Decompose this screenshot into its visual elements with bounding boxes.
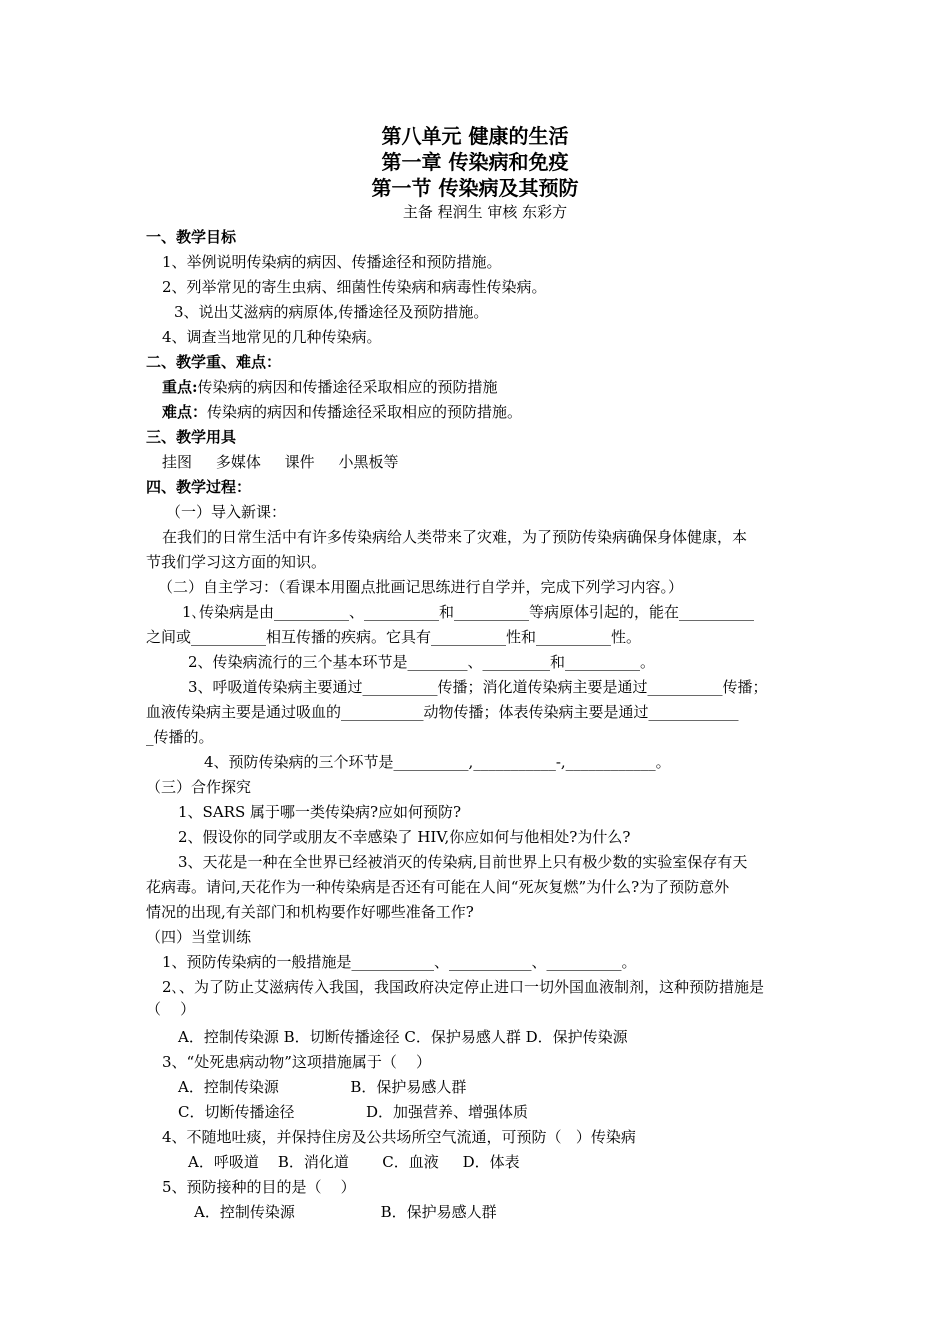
- practice-line: 1、预防传染病的一般措施是___________、___________、__________。: [162, 953, 637, 971]
- difficult-point-line: [162, 402, 522, 422]
- self-study-line: 1､传染病是由__________、__________和__________等病原体引起的，能在__________: [182, 603, 755, 621]
- practice-options: C．切断传播途径 D．加强营养、增强体质: [178, 1103, 529, 1121]
- self-study-line: 3、呼吸道传染病主要通过__________传播；消化道传染病主要是通过__________传播；: [188, 678, 768, 696]
- objectives-heading: 一、教学目标: [146, 228, 237, 246]
- tools-heading: 三、教学用具: [146, 428, 237, 446]
- self-study-line: _传播的。: [146, 728, 214, 746]
- self-study-line: 血液传染病主要是通过吸血的___________动物传播；体表传染病主要是通过____________: [146, 703, 739, 721]
- key-point-label: 重点:: [162, 378, 198, 396]
- practice-line: 3、“处死患病动物”这项措施属于（ ）: [162, 1053, 431, 1071]
- intro-paragraph-line: 节我们学习这方面的知识。: [146, 553, 327, 571]
- self-study-line: 4、预防传染病的三个环节是__________,___________-,____________。: [204, 753, 671, 771]
- explore-question: 1、SARS 属于哪一类传染病?应如何预防?: [178, 803, 462, 821]
- practice-options: A．控制传染源 B．保护易感人群: [194, 1203, 497, 1221]
- unit-title: 第八单元 健康的生活: [381, 124, 569, 148]
- self-study-line: 之间或__________相互传播的疾病。它具有__________性和__________性。: [146, 628, 642, 646]
- practice-line: 2､、为了防止艾滋病传入我国，我国政府决定停止进口一切外国血液制剂，这种预防措施是: [162, 978, 765, 996]
- practice-options: A．控制传染源 B．切断传播途径 C．保护易感人群 D．保护传染源: [178, 1028, 628, 1046]
- authors-line: 主备 程润生 审核 东彩方: [402, 203, 568, 221]
- key-points-heading: 二、教学重、难点：: [146, 353, 282, 371]
- explore-question: 情况的出现,有关部门和机构要作好哪些准备工作?: [146, 903, 474, 921]
- process-heading: 四、教学过程：: [146, 478, 252, 496]
- explore-question: 2、假设你的同学或朋友不幸感染了 HIV,你应如何与他相处?为什么?: [178, 828, 631, 846]
- practice-line: （ ）: [146, 1000, 196, 1018]
- objective-item: 4、调查当地常见的几种传染病。: [162, 328, 382, 346]
- key-point-text: 传染病的病因和传播途径采取相应的预防措施: [197, 378, 498, 396]
- objective-item: 1、举例说明传染病的病因、传播途径和预防措施。: [162, 253, 502, 271]
- practice-line: 5、预防接种的目的是（ ）: [162, 1178, 356, 1196]
- intro-heading: （一）导入新课：: [166, 503, 287, 521]
- explore-heading: （三）合作探究: [146, 778, 252, 796]
- intro-paragraph-line: 在我们的日常生活中有许多传染病给人类带来了灾难，为了预防传染病确保身体健康，本: [162, 528, 748, 546]
- difficult-point-text: 传染病的病因和传播途径采取相应的预防措施。: [207, 403, 523, 421]
- self-study-line: 2、传染病流行的三个基本环节是________、_________和__________。: [188, 653, 656, 671]
- explore-question: 3、天花是一种在全世界已经被消灭的传染病,目前世界上只有极少数的实验室保存有天: [178, 853, 748, 871]
- section-title: 第一节 传染病及其预防: [371, 176, 579, 200]
- objective-item: 2、列举常见的寄生虫病、细菌性传染病和病毒性传染病。: [162, 278, 547, 296]
- practice-line: 4、不随地吐痰，并保持住房及公共场所空气流通，可预防（ ）传染病: [162, 1128, 636, 1146]
- practice-options: A．控制传染源 B．保护易感人群: [178, 1078, 467, 1096]
- practice-options: A．呼吸道 B．消化道 C．血液 D．体表: [188, 1153, 520, 1171]
- tools-list: 挂图 多媒体 课件 小黑板等: [162, 453, 399, 471]
- chapter-title: 第一章 传染病和免疫: [381, 150, 569, 174]
- explore-question: 花病毒。请问,天花作为一种传染病是否还有可能在人间“死灰复燃”为什么?为了预防意外: [146, 878, 730, 896]
- self-study-heading: （二）自主学习：（看课本用圈点批画记思练进行自学并，完成下列学习内容。）: [158, 578, 684, 596]
- key-point-line: [162, 377, 498, 397]
- objective-item: 3、说出艾滋病的病原体,传播途径及预防措施。: [174, 303, 489, 321]
- difficult-point-label: 难点：: [162, 403, 208, 421]
- practice-heading: （四）当堂训练: [146, 928, 252, 946]
